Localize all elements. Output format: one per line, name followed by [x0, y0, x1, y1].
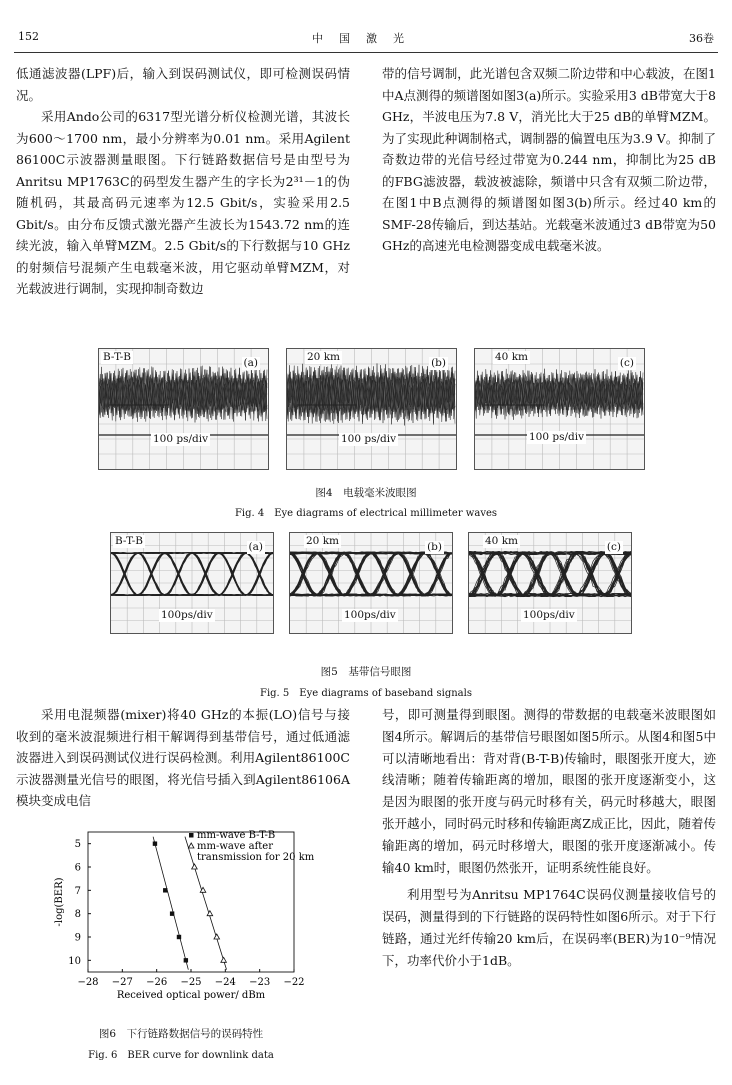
y-tick-label: 9	[74, 932, 81, 944]
data-point-square	[184, 958, 188, 962]
left-column-bottom	[16, 704, 350, 812]
data-point-square	[177, 935, 181, 939]
fig4-caption-en: Fig. 4 Eye diagrams of electrical millimeter waves	[234, 508, 498, 519]
fig4-panel-a	[98, 348, 269, 470]
y-tick-label: 8	[74, 909, 81, 921]
journal-name: 中国激光	[312, 32, 420, 45]
panel-letter: (b)	[431, 357, 446, 369]
fig6-caption-cn: 图6 下行链路数据信号的误码特性	[98, 1028, 264, 1040]
y-tick-label: 5	[74, 839, 81, 851]
figure-5	[110, 532, 632, 634]
fig5-panel-a	[110, 532, 274, 634]
panel-letter: (c)	[619, 357, 634, 369]
eye-traces	[287, 363, 455, 425]
paragraph: 采用电混频器(mixer)将40 GHz的本振(LO)信号与接收到的毫米波混频进行相干解调得到基带信号，通过低通滤波器进入到误码测试仪进行误码检测。利用Agilent86100C示波器测量光信号的眼图，将光信号插入到Agilent86106A模块变成电信	[16, 707, 350, 808]
fig5-caption-cn: 图5 基带信号眼图	[320, 666, 412, 678]
x-tick-label: −28	[77, 977, 99, 988]
fig5-panel-c	[468, 532, 632, 634]
panel-label: B-T-B	[115, 535, 143, 547]
legend-label: mm-wave after	[197, 841, 273, 852]
panel-label: 40 km	[485, 535, 519, 547]
fit-line	[153, 837, 188, 970]
panel-letter: (b)	[427, 541, 442, 553]
fig5-caption-en: Fig. 5 Eye diagrams of baseband signals	[260, 688, 472, 699]
scale-label: 100 ps/div	[529, 431, 585, 443]
x-tick-label: −25	[180, 977, 202, 988]
right-column-top	[382, 63, 716, 257]
volume: 36卷	[689, 32, 714, 45]
legend-label: mm-wave B-T-B	[197, 830, 276, 841]
data-point-triangle	[221, 957, 227, 962]
data-point-square	[170, 911, 174, 915]
panel-label: 20 km	[306, 535, 340, 547]
legend-marker-triangle	[188, 843, 194, 848]
figure-4	[98, 348, 645, 470]
y-tick-label: 7	[74, 885, 81, 897]
panel-label: 40 km	[495, 351, 529, 363]
header-rule	[14, 52, 718, 53]
right-column-bottom	[382, 704, 716, 972]
fig4-panel-b	[286, 348, 457, 470]
data-point-triangle	[214, 934, 220, 939]
y-axis-label: -log(BER)	[54, 877, 65, 927]
scale-label: 100ps/div	[344, 609, 396, 621]
running-header	[18, 30, 714, 50]
panel-label: B-T-B	[103, 351, 131, 363]
fig6-caption-en: Fig. 6 BER curve for downlink data	[88, 1050, 274, 1061]
x-tick-label: −24	[214, 977, 236, 988]
paragraph: 低通滤波器(LPF)后，输入到误码测试仪，即可检测误码情况。	[16, 66, 350, 103]
fig4-caption-cn: 图4 电载毫米波眼图	[315, 487, 417, 499]
scale-label: 100 ps/div	[341, 433, 397, 445]
paragraph: 利用型号为Anritsu MP1764C误码仪测量接收信号的误码，测量得到的下行链路的误码特性如图6所示。对于下行链路，通过光纤传输20 km后，在误码率(BER)为10⁻⁹情况下，功率代价小于1dB。	[382, 887, 716, 968]
panel-letter: (c)	[606, 541, 621, 553]
left-column-top	[16, 63, 350, 300]
x-tick-label: −26	[146, 977, 168, 988]
scale-label: 100ps/div	[523, 609, 575, 621]
data-point-square	[163, 888, 167, 892]
fig4-panel-c	[474, 348, 645, 470]
ber-chart	[26, 826, 328, 1011]
x-tick-label: −22	[283, 977, 305, 988]
panel-label: 20 km	[307, 351, 341, 363]
panel-letter: (a)	[243, 357, 258, 369]
y-tick-label: 6	[74, 862, 81, 874]
paragraph: 采用Ando公司的6317型光谱分析仪检测光谱，其波长为600～1700 nm，最小分辨率为0.01 nm。采用Agilent 86100C示波器测量眼图。下行链路数据信号是由型号为Anritsu MP1763C的码型发生器产生的字长为2³¹－1的伪随机码，其最高码元速率为12.5 Gbit/s，实验采用2.5 Gbit/s。由分布反馈式激光器产生波长为1543.72 nm的连续光波，输入单臂MZM。2.5 Gbit/s的下行数据与10 GHz的射频信号混频产生电载毫米波，用它驱动单臂MZM，对光载波进行调制，实现抑制奇数边	[16, 109, 350, 296]
figure-6	[26, 826, 328, 1011]
paragraph: 号，即可测量得到眼图。测得的带数据的电载毫米波眼图如图4所示。解调后的基带信号眼图如图5所示。从图4和图5中可以清晰地看出：背对背(B-T-B)传输时，眼图张开度大，迹线清晰；随着传输距离的增加，眼图的张开度逐渐变小，这是因为眼图的张开度与码元时移有关，码元时移越大，眼图张开越小，同时码元时移和传输距离Z成正比，因此，随着传输距离的增加，码元时移增大，眼图的张开度逐渐减小。传输40 km时，眼图仍然张开，证明系统性能良好。	[382, 707, 716, 875]
panel-letter: (a)	[248, 541, 263, 553]
legend-label-cont: transmission for 20 km	[197, 852, 315, 863]
fig5-panel-b	[289, 532, 453, 634]
x-axis-label: Received optical power/ dBm	[116, 990, 266, 1001]
legend-marker-square	[189, 833, 194, 838]
page-number: 152	[18, 30, 39, 43]
x-tick-label: −27	[111, 977, 133, 988]
data-point-square	[153, 841, 157, 845]
scale-label: 100 ps/div	[153, 433, 209, 445]
x-tick-label: −23	[249, 977, 271, 988]
data-point-triangle	[192, 864, 198, 869]
y-tick-label: 10	[68, 955, 81, 967]
scale-label: 100ps/div	[161, 609, 213, 621]
paragraph: 带的信号调制，此光谱包含双频二阶边带和中心载波，在图1中A点测得的频谱图如图3(a)所示。实验采用3 dB带宽大于8 GHz，半波电压为7.8 V，消光比大于25 dB的单臂MZM。为了实现此种调制格式，调制器的偏置电压为3.9 V。抑制了奇数边带的光信号经过带宽为0.244 nm，抑制比为25 dB的FBG滤波器，载波被滤除，频谱中只含有双频二阶边带，在图1中B点测得的频谱图如图3(b)所示。经过40 km的SMF-28传输后，到达基站。光载毫米波通过3 dB带宽为50 GHz的高速光电检测器变成电载毫米波。	[382, 66, 716, 253]
